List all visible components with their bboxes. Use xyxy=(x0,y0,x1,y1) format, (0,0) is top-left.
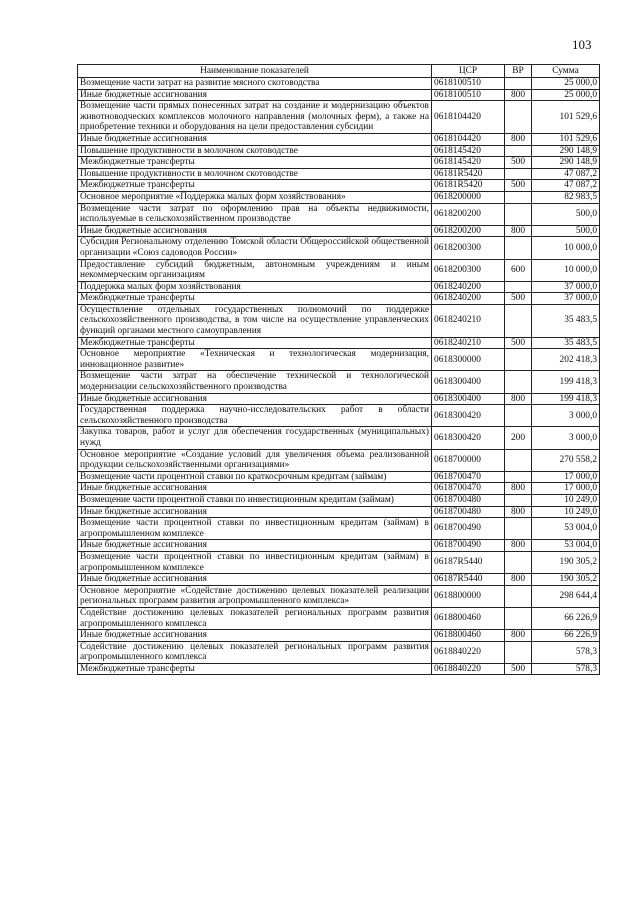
cell-name: Закупка товаров, работ и услуг для обеспечения государственных (муниципальных) нужд xyxy=(78,427,432,449)
table-row xyxy=(78,133,600,145)
cell-name: Иные бюджетные ассигнования xyxy=(78,133,432,145)
cell-csr: 0618200300 xyxy=(432,237,505,259)
cell-csr: 06181R5420 xyxy=(432,168,505,180)
cell-vr xyxy=(505,191,532,203)
cell-name: Предоставление субсидий бюджетным, автономным учреждениям и иным некоммерческим организациям xyxy=(78,259,432,281)
cell-csr: 0618840220 xyxy=(432,663,505,675)
table-row xyxy=(78,393,600,405)
cell-vr xyxy=(505,304,532,337)
cell-name: Содействие достижению целевых показателей региональных программ развития агропромышленного комплекса xyxy=(78,607,432,629)
cell-name: Иные бюджетные ассигнования xyxy=(78,483,432,495)
cell-sum: 25 000,0 xyxy=(532,78,600,90)
table-row xyxy=(78,494,600,506)
cell-name: Возмещение части затрат на обеспечение технической и технологической модернизации сельскохозяйственного производства xyxy=(78,371,432,393)
cell-sum: 190 305,2 xyxy=(532,574,600,586)
cell-sum: 10 000,0 xyxy=(532,259,600,281)
table-row xyxy=(78,157,600,169)
table-row xyxy=(78,89,600,101)
cell-csr: 0618200000 xyxy=(432,191,505,203)
table-row xyxy=(78,427,600,449)
cell-vr: 800 xyxy=(505,133,532,145)
cell-name: Основное мероприятие «Поддержка малых форм хозяйствования» xyxy=(78,191,432,203)
cell-name: Иные бюджетные ассигнования xyxy=(78,393,432,405)
cell-sum: 82 983,5 xyxy=(532,191,600,203)
cell-sum: 3 000,0 xyxy=(532,427,600,449)
table-row xyxy=(78,449,600,471)
cell-csr: 06187R5440 xyxy=(432,574,505,586)
cell-name: Содействие достижению целевых показателей региональных программ развития агропромышленного комплекса xyxy=(78,641,432,663)
cell-csr: 0618100510 xyxy=(432,78,505,90)
table-row xyxy=(78,180,600,192)
table-row xyxy=(78,663,600,675)
cell-csr: 0618240200 xyxy=(432,281,505,293)
cell-csr: 0618200200 xyxy=(432,225,505,237)
cell-name: Межбюджетные трансферты xyxy=(78,157,432,169)
table-row xyxy=(78,607,600,629)
cell-sum: 10 249,0 xyxy=(532,506,600,518)
cell-csr: 0618700490 xyxy=(432,518,505,540)
table-row xyxy=(78,259,600,281)
table-row xyxy=(78,641,600,663)
budget-table xyxy=(77,64,600,675)
cell-sum: 10 000,0 xyxy=(532,237,600,259)
cell-sum: 290 148,9 xyxy=(532,145,600,157)
cell-vr: 800 xyxy=(505,506,532,518)
table-row xyxy=(78,551,600,573)
table-row xyxy=(78,506,600,518)
cell-vr xyxy=(505,551,532,573)
cell-vr xyxy=(505,371,532,393)
table-row xyxy=(78,191,600,203)
cell-csr: 0618700490 xyxy=(432,540,505,552)
cell-csr: 0618700480 xyxy=(432,494,505,506)
cell-sum: 101 529,6 xyxy=(532,133,600,145)
table-row xyxy=(78,349,600,371)
table-row xyxy=(78,145,600,157)
cell-sum: 10 249,0 xyxy=(532,494,600,506)
cell-name: Возмещение части затрат по оформлению прав на объекты недвижимости, используемые в сельскохозяйственном производстве xyxy=(78,203,432,225)
cell-name: Возмещение части прямых понесенных затрат на создание и модернизацию объектов животноводческих комплексов молочного направления (молочных ферм), а также на приобретение техники и оборудования на цели предоставления субсидии xyxy=(78,101,432,134)
cell-sum: 3 000,0 xyxy=(532,405,600,427)
cell-sum: 190 305,2 xyxy=(532,551,600,573)
page-number: 103 xyxy=(572,37,592,52)
column-header-name: Наименование показателей xyxy=(78,65,432,78)
column-header-sum: Сумма xyxy=(532,65,600,78)
cell-name: Повышение продуктивности в молочном скотоводстве xyxy=(78,168,432,180)
cell-vr xyxy=(505,518,532,540)
cell-name: Основное мероприятие «Создание условий для увеличения объема реализованной продукции сельскохозяйственными организациями» xyxy=(78,449,432,471)
cell-csr: 0618800460 xyxy=(432,607,505,629)
column-header-vr: ВР xyxy=(505,65,532,78)
cell-vr xyxy=(505,101,532,134)
table-body xyxy=(78,78,600,675)
cell-csr: 0618200300 xyxy=(432,259,505,281)
cell-sum: 47 087,2 xyxy=(532,180,600,192)
cell-name: Межбюджетные трансферты xyxy=(78,180,432,192)
cell-vr: 800 xyxy=(505,89,532,101)
cell-csr: 0618240210 xyxy=(432,337,505,349)
cell-csr: 0618200200 xyxy=(432,203,505,225)
cell-sum: 298 644,4 xyxy=(532,585,600,607)
cell-name: Иные бюджетные ассигнования xyxy=(78,574,432,586)
cell-name: Иные бюджетные ассигнования xyxy=(78,630,432,642)
cell-vr: 500 xyxy=(505,663,532,675)
cell-sum: 270 558,2 xyxy=(532,449,600,471)
cell-sum: 290 148,9 xyxy=(532,157,600,169)
table-row xyxy=(78,483,600,495)
table-row xyxy=(78,371,600,393)
cell-vr: 800 xyxy=(505,225,532,237)
cell-name: Основное мероприятие «Техническая и технологическая модернизация, инновационное развитие» xyxy=(78,349,432,371)
cell-csr: 0618840220 xyxy=(432,641,505,663)
cell-vr xyxy=(505,281,532,293)
cell-name: Возмещение части процентной ставки по инвестиционным кредитам (займам) xyxy=(78,494,432,506)
cell-name: Межбюджетные трансферты xyxy=(78,663,432,675)
cell-csr: 0618300420 xyxy=(432,405,505,427)
cell-sum: 17 000,0 xyxy=(532,471,600,483)
cell-name: Иные бюджетные ассигнования xyxy=(78,506,432,518)
cell-csr: 0618104420 xyxy=(432,101,505,134)
cell-vr: 500 xyxy=(505,337,532,349)
cell-name: Межбюджетные трансферты xyxy=(78,337,432,349)
cell-name: Осуществление отдельных государственных полномочий по поддержке сельскохозяйственного производства, в том числе на осуществление управленческих функций органами местного самоуправления xyxy=(78,304,432,337)
cell-sum: 199 418,3 xyxy=(532,371,600,393)
table-row xyxy=(78,630,600,642)
cell-name: Повышение продуктивности в молочном скотоводстве xyxy=(78,145,432,157)
cell-csr: 0618240210 xyxy=(432,304,505,337)
cell-vr: 800 xyxy=(505,630,532,642)
table-row xyxy=(78,281,600,293)
cell-sum: 53 004,0 xyxy=(532,518,600,540)
cell-sum: 17 000,0 xyxy=(532,483,600,495)
cell-csr: 0618300420 xyxy=(432,427,505,449)
cell-vr: 800 xyxy=(505,574,532,586)
cell-vr xyxy=(505,145,532,157)
table-row xyxy=(78,168,600,180)
cell-csr: 0618700480 xyxy=(432,506,505,518)
cell-csr: 0618240200 xyxy=(432,293,505,305)
table-row xyxy=(78,337,600,349)
cell-vr xyxy=(505,607,532,629)
table-row xyxy=(78,574,600,586)
cell-sum: 37 000,0 xyxy=(532,293,600,305)
cell-csr: 0618700470 xyxy=(432,483,505,495)
column-header-csr: ЦСР xyxy=(432,65,505,78)
table-row xyxy=(78,237,600,259)
cell-name: Государственная поддержка научно-исследовательских работ в области сельскохозяйственного производства xyxy=(78,405,432,427)
cell-sum: 66 226,9 xyxy=(532,607,600,629)
cell-sum: 53 004,0 xyxy=(532,540,600,552)
table-row xyxy=(78,471,600,483)
cell-name: Основное мероприятие «Содействие достижению целевых показателей реализации региональных программ развития агропромышленного комплекса» xyxy=(78,585,432,607)
cell-csr: 0618145420 xyxy=(432,157,505,169)
cell-csr: 0618700000 xyxy=(432,449,505,471)
cell-sum: 578,3 xyxy=(532,641,600,663)
cell-csr: 0618800000 xyxy=(432,585,505,607)
cell-sum: 35 483,5 xyxy=(532,337,600,349)
cell-csr: 0618800460 xyxy=(432,630,505,642)
cell-sum: 101 529,6 xyxy=(532,101,600,134)
cell-vr xyxy=(505,349,532,371)
cell-name: Иные бюджетные ассигнования xyxy=(78,89,432,101)
cell-name: Иные бюджетные ассигнования xyxy=(78,225,432,237)
table-row xyxy=(78,203,600,225)
cell-sum: 578,3 xyxy=(532,663,600,675)
table-row xyxy=(78,78,600,90)
cell-csr: 0618300400 xyxy=(432,371,505,393)
cell-name: Иные бюджетные ассигнования xyxy=(78,540,432,552)
table-row xyxy=(78,101,600,134)
table-row xyxy=(78,225,600,237)
cell-vr xyxy=(505,471,532,483)
cell-name: Возмещение части затрат на развитие мясного скотоводства xyxy=(78,78,432,90)
cell-vr xyxy=(505,449,532,471)
cell-vr xyxy=(505,405,532,427)
cell-name: Поддержка малых форм хозяйствования xyxy=(78,281,432,293)
cell-sum: 37 000,0 xyxy=(532,281,600,293)
cell-sum: 47 087,2 xyxy=(532,168,600,180)
cell-sum: 202 418,3 xyxy=(532,349,600,371)
cell-csr: 0618300400 xyxy=(432,393,505,405)
cell-vr: 500 xyxy=(505,293,532,305)
table-row xyxy=(78,518,600,540)
table-row xyxy=(78,585,600,607)
cell-vr: 500 xyxy=(505,157,532,169)
table-row xyxy=(78,304,600,337)
cell-vr: 800 xyxy=(505,393,532,405)
cell-vr xyxy=(505,641,532,663)
cell-csr: 0618300000 xyxy=(432,349,505,371)
cell-vr: 600 xyxy=(505,259,532,281)
cell-vr: 800 xyxy=(505,540,532,552)
cell-vr: 800 xyxy=(505,483,532,495)
cell-sum: 199 418,3 xyxy=(532,393,600,405)
table-row xyxy=(78,540,600,552)
cell-name: Субсидия Региональному отделению Томской области Общероссийской общественной организации «Союз садоводов России» xyxy=(78,237,432,259)
cell-sum: 66 226,9 xyxy=(532,630,600,642)
cell-csr: 06181R5420 xyxy=(432,180,505,192)
cell-name: Возмещение части процентной ставки по краткосрочным кредитам (займам) xyxy=(78,471,432,483)
cell-sum: 500,0 xyxy=(532,225,600,237)
cell-csr: 06187R5440 xyxy=(432,551,505,573)
cell-csr: 0618145420 xyxy=(432,145,505,157)
cell-vr xyxy=(505,78,532,90)
cell-name: Межбюджетные трансферты xyxy=(78,293,432,305)
cell-csr: 0618700470 xyxy=(432,471,505,483)
cell-vr xyxy=(505,203,532,225)
table-row xyxy=(78,293,600,305)
cell-sum: 500,0 xyxy=(532,203,600,225)
cell-vr: 200 xyxy=(505,427,532,449)
cell-sum: 35 483,5 xyxy=(532,304,600,337)
cell-vr xyxy=(505,168,532,180)
cell-vr xyxy=(505,585,532,607)
cell-name: Возмещение части процентной ставки по инвестиционным кредитам (займам) в агропромышленном комплексе xyxy=(78,551,432,573)
table-header-row xyxy=(78,65,600,78)
cell-vr: 500 xyxy=(505,180,532,192)
table-row xyxy=(78,405,600,427)
cell-csr: 0618100510 xyxy=(432,89,505,101)
cell-csr: 0618104420 xyxy=(432,133,505,145)
cell-vr xyxy=(505,494,532,506)
cell-name: Возмещение части процентной ставки по инвестиционным кредитам (займам) в агропромышленном комплексе xyxy=(78,518,432,540)
cell-vr xyxy=(505,237,532,259)
cell-sum: 25 000,0 xyxy=(532,89,600,101)
